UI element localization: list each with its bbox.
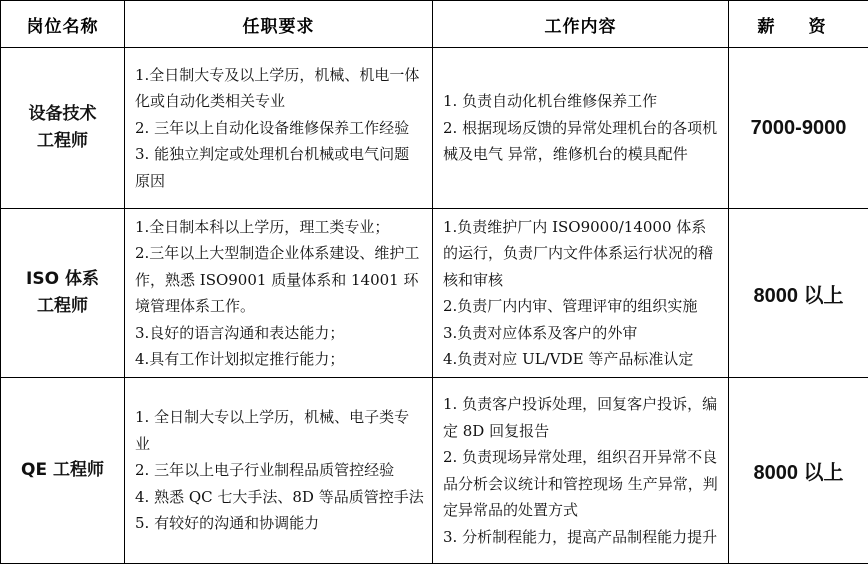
requirement-item: 5. 有较好的沟通和协调能力 [135,510,424,537]
header-requirements: 任职要求 [125,1,433,48]
duties-cell [433,378,729,564]
table-row [1,209,868,378]
requirement-item: 4. 熟悉 QC 七大手法、8D 等品质管控手法 [135,484,424,511]
salary-cell: 8000 以上 [729,209,868,378]
position-title [1,378,125,564]
requirement-item: 4.具有工作计划拟定推行能力； [135,346,424,373]
requirement-item: 2.三年以上大型制造企业体系建设、维护工作，熟悉 ISO9001 质量体系和 14001 环境管理体系工作。 [135,240,424,320]
position-title-line: ISO 体系 [2,266,123,293]
duty-item: 3.负责对应体系及客户的外审 [443,320,720,347]
position-title-line: QE 工程师 [2,457,123,484]
position-title [1,209,125,378]
header-row [1,1,868,48]
requirement-item: 3.良好的语言沟通和表达能力； [135,320,424,347]
table-row [1,48,868,209]
header-duties: 工作内容 [433,1,729,48]
duties-cell [433,48,729,209]
position-title [1,48,125,209]
header-position: 岗位名称 [1,1,125,48]
requirement-item: 1. 全日制大专以上学历，机械、电子类专业 [135,404,424,457]
requirements-cell [125,209,433,378]
position-title-line: 工程师 [2,128,123,155]
duty-item: 2. 根据现场反馈的异常处理机台的各项机械及电气 异常，维修机台的模具配件 [443,115,720,168]
duty-item: 1. 负责自动化机台维修保养工作 [443,88,720,115]
position-title-line: 设备技术 [2,101,123,128]
duty-item: 2.负责厂内内审、管理评审的组织实施 [443,293,720,320]
requirements-cell [125,48,433,209]
requirement-item: 1.全日制本科以上学历，理工类专业； [135,214,424,241]
salary-cell: 8000 以上 [729,378,868,564]
requirement-item: 2. 三年以上电子行业制程品质管控经验 [135,457,424,484]
duty-item: 1. 负责客户投诉处理，回复客户投诉，编定 8D 回复报告 [443,391,720,444]
salary-cell: 7000-9000 [729,48,868,209]
duty-item: 4.负责对应 UL/VDE 等产品标准认定 [443,346,720,373]
duty-item: 1.负责维护厂内 ISO9000/14000 体系的运行，负责厂内文件体系运行状况的稽核和审核 [443,214,720,294]
duties-cell [433,209,729,378]
duty-item: 3. 分析制程能力，提高产品制程能力提升 [443,524,720,551]
requirement-item: 3. 能独立判定或处理机台机械或电气问题原因 [135,141,424,194]
requirement-item: 2. 三年以上自动化设备维修保养工作经验 [135,115,424,142]
header-salary: 薪 资 [729,1,868,48]
requirement-item: 1.全日制大专及以上学历，机械、机电一体化或自动化类相关专业 [135,62,424,115]
position-title-line: 工程师 [2,293,123,320]
requirements-cell [125,378,433,564]
duty-item: 2. 负责现场异常处理，组织召开异常不良品分析会议统计和管控现场 生产异常，判定异常品的处置方式 [443,444,720,524]
table-row [1,378,868,564]
